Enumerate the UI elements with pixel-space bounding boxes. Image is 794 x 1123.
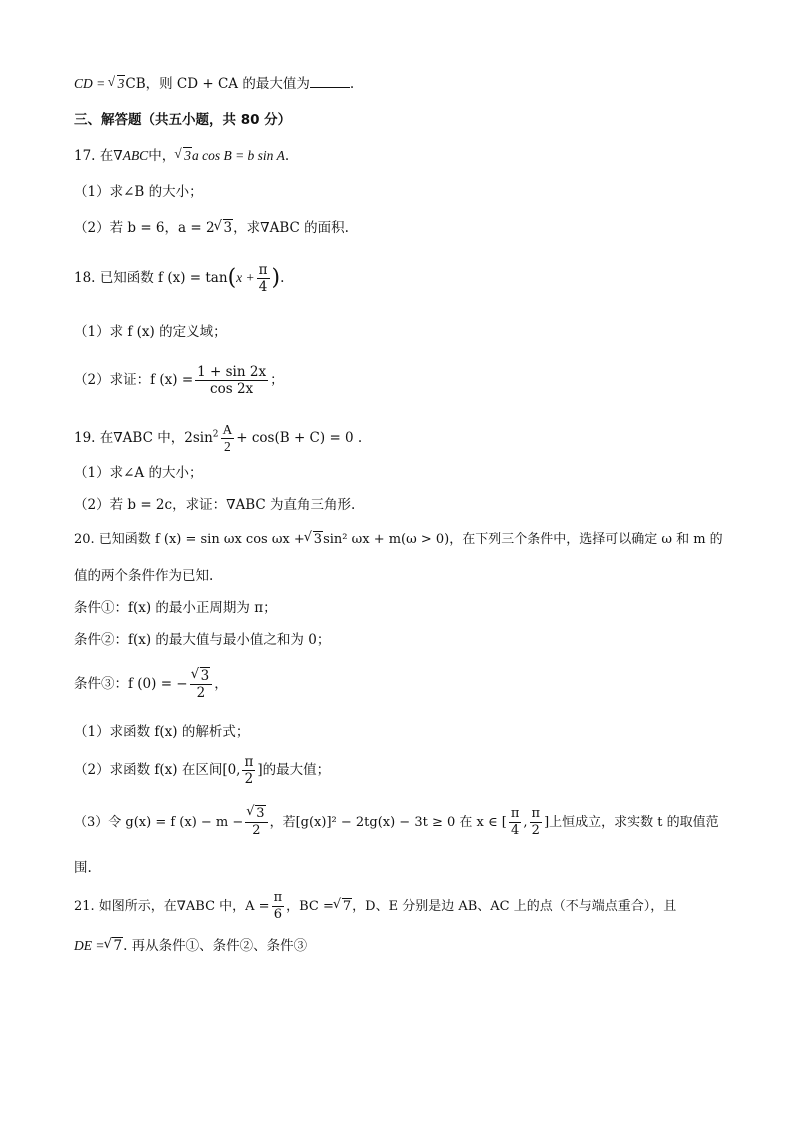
fraction: $\frac{\pi}{4}$ [510,806,520,838]
question-19-part-2: （2）若 b = 2c，求证：∇ABC 为直角三角形. [74,497,356,513]
question-17-part-2: （2）若 b = 6，a = 2√ 3，求∇ABC 的面积. [74,218,349,238]
fraction: $\frac{\pi}{2}$ [244,754,254,787]
sqrt: √ 7 [104,936,123,956]
question-18-part-1: （1）求 f (x) 的定义域； [74,324,227,340]
sqrt: √ 3 [215,218,234,238]
condition-3: 条件③：f (0) = − √ $\frac{3}{2}$ ， [74,668,228,701]
question-18-part-2: （2）求证：f (x) = $\frac{1 + \sin 2x}{\cos 2x}$ ； [74,364,284,397]
fraction: √ $\frac{3}{2}$ [245,806,267,839]
condition-2: 条件②：f(x) 的最大值与最小值之和为 0； [74,632,331,648]
answer-blank [310,75,350,88]
question-20-part-1: （1）求函数 f(x) 的解析式； [74,724,250,740]
question-18: 18. 已知函数 f (x) = tan(x + $\frac{\pi}{4}$ ). [74,262,285,295]
fraction: $\frac{\pi}{4}$ [258,262,268,295]
question-19: 19. 在∇ABC 中，$2\sin^2$ $\frac{A}{2}$ + cos(B + C) = 0 . [74,422,363,454]
section-header: 三、解答题（共五小题，共 80 分） [74,112,292,128]
text: CD = [74,76,109,91]
fraction: $\frac{1 + \sin 2x}{\cos 2x}$ [197,364,267,397]
question-20-part-2: （2）求函数 f(x) 在区间[0, $\frac{\pi}{2}$ ]的最大值； [74,754,331,787]
sqrt: √ 7 [334,897,352,917]
question-20-continued: 值的两个条件作为已知. [74,568,214,584]
question-20: 20. 已知函数 f (x) = sin ωx cos ωx +√ 3sin² ωx + m(ω > 0)，在下列三个条件中，选择可以确定 ω 和 m 的 [74,530,723,550]
question-17: 17. 在∇ABC中，√ 3a cos B = b sin A. [74,146,289,166]
sqrt: √ 3 [305,530,323,550]
text: CB，则 CD + CA 的最大值为 [125,76,310,92]
fraction: $\frac{\pi}{6}$ [273,890,283,922]
fraction: √ $\frac{3}{2}$ [190,668,213,701]
question-21: 21. 如图所示，在∇ABC 中，A = $\frac{\pi}{6}$ ，BC =√ 7，D、E 分别是边 AB、AC 上的点（不与端点重合），且 [74,890,676,923]
sqrt: √ 3 [175,146,192,166]
question-20-part-3: （3）令 g(x) = f (x) − m − √ $\frac{3}{2}$ ，若[g(x)]² − 2tg(x) − 3t ≥ 0 在 x ∈ [ $\frac{\pi}{4}$ , $\frac{\pi}{2}$ ]上恒成立，求实数 t 的取值范 [74,806,719,839]
condition-1: 条件①：f(x) 的最小正周期为 π； [74,600,277,616]
text: . [349,76,355,92]
question-19-part-1: （1）求∠A 的大小； [74,465,203,481]
question-17-part-1: （1）求∠B 的大小； [74,184,203,200]
fraction: $\frac{\pi}{2}$ [531,806,541,838]
question-20-part-3-continued: 围. [74,860,92,876]
sqrt: √ 3 [109,74,126,94]
fraction: $\frac{A}{2}$ [222,422,233,454]
line-cd-max [74,74,354,94]
question-21-continued: DE =√ 7. 再从条件①、条件②、条件③ [74,936,307,956]
